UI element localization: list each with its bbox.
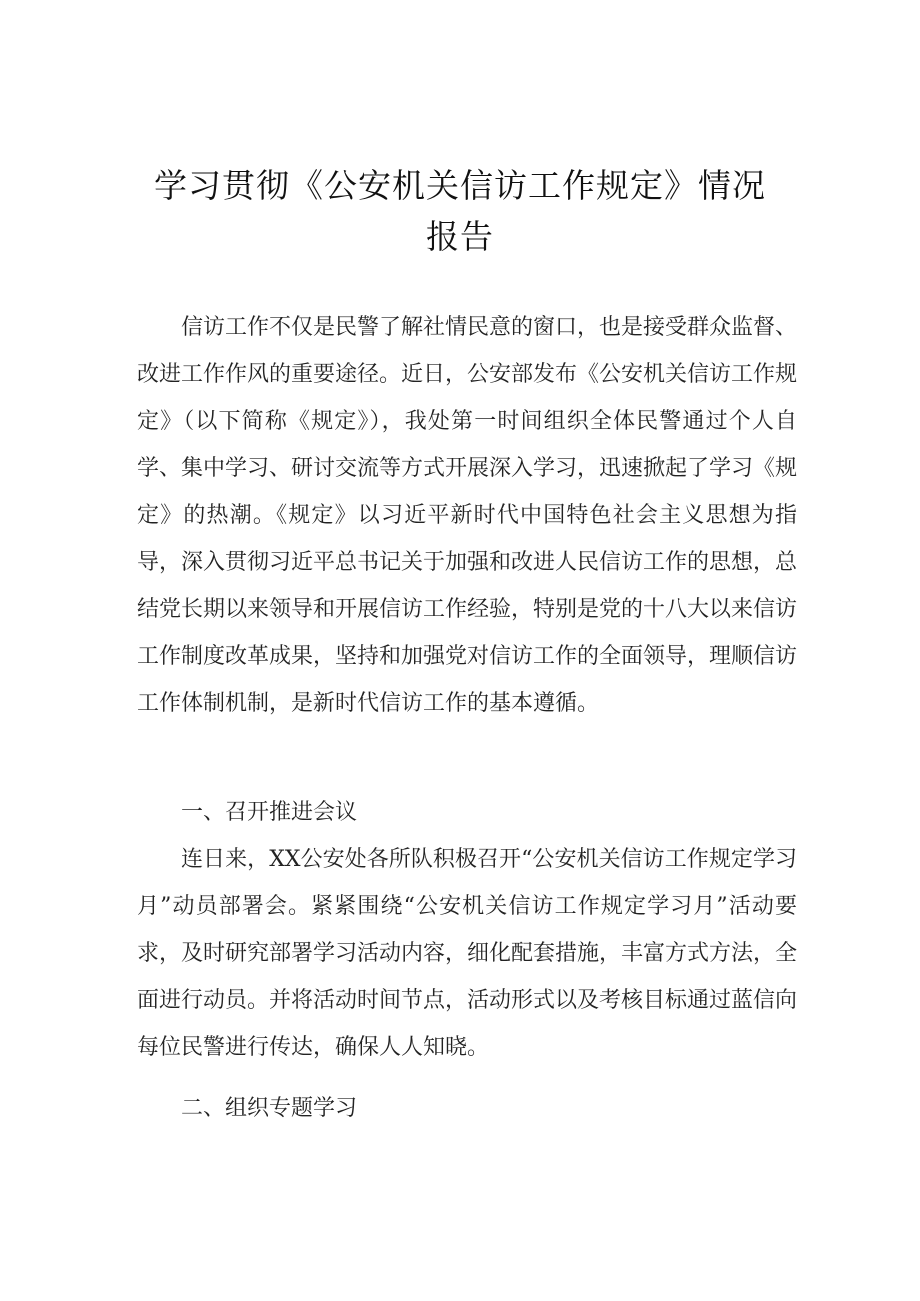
section-heading-2-block — [137, 1085, 797, 1132]
paragraph-intro-block — [137, 304, 797, 727]
paragraph-section-1: 连日来，XX公安处各所队积极召开“公安机关信访工作规定学习月”动员部署会。紧紧围绕“公安机关信访工作规定学习月”活动要求，及时研究部署学习活动内容，细化配套措施，丰富方式方法，全面进行动员。并将活动时间节点，活动形式以及考核目标通过蓝信向每位民警进行传达，确保人人知晓。 — [137, 847, 798, 1060]
document-title-line2: 报告 — [426, 217, 494, 256]
section-heading-1-block — [137, 789, 797, 836]
paragraph-intro: 信访工作不仅是民警了解社情民意的窗口，也是接受群众监督、改进工作作风的重要途径。近日，公安部发布《公安机关信访工作规定》（以下简称《规定》），我处第一时间组织全体民警通过个人自学、集中学习、研讨交流等方式开展深入学习，迅速掀起了学习《规定》的热潮。《规定》以习近平新时代中国特色社会主义思想为指导，深入贯彻习近平总书记关于加强和改进人民信访工作的思想，总结党长期以来领导和开展信访工作经验，特别是党的十八大以来信访工作制度改革成果，坚持和加强党对信访工作的全面领导，理顺信访工作体制机制，是新时代信访工作的基本遵循。 — [137, 315, 798, 716]
document-title-line1: 学习贯彻《公安机关信访工作规定》情况 — [154, 166, 766, 205]
section-heading-2: 二、组织专题学习 — [181, 1096, 358, 1121]
section-heading-1: 一、召开推进会议 — [181, 800, 358, 825]
paragraph-section-1-block — [137, 836, 797, 1071]
